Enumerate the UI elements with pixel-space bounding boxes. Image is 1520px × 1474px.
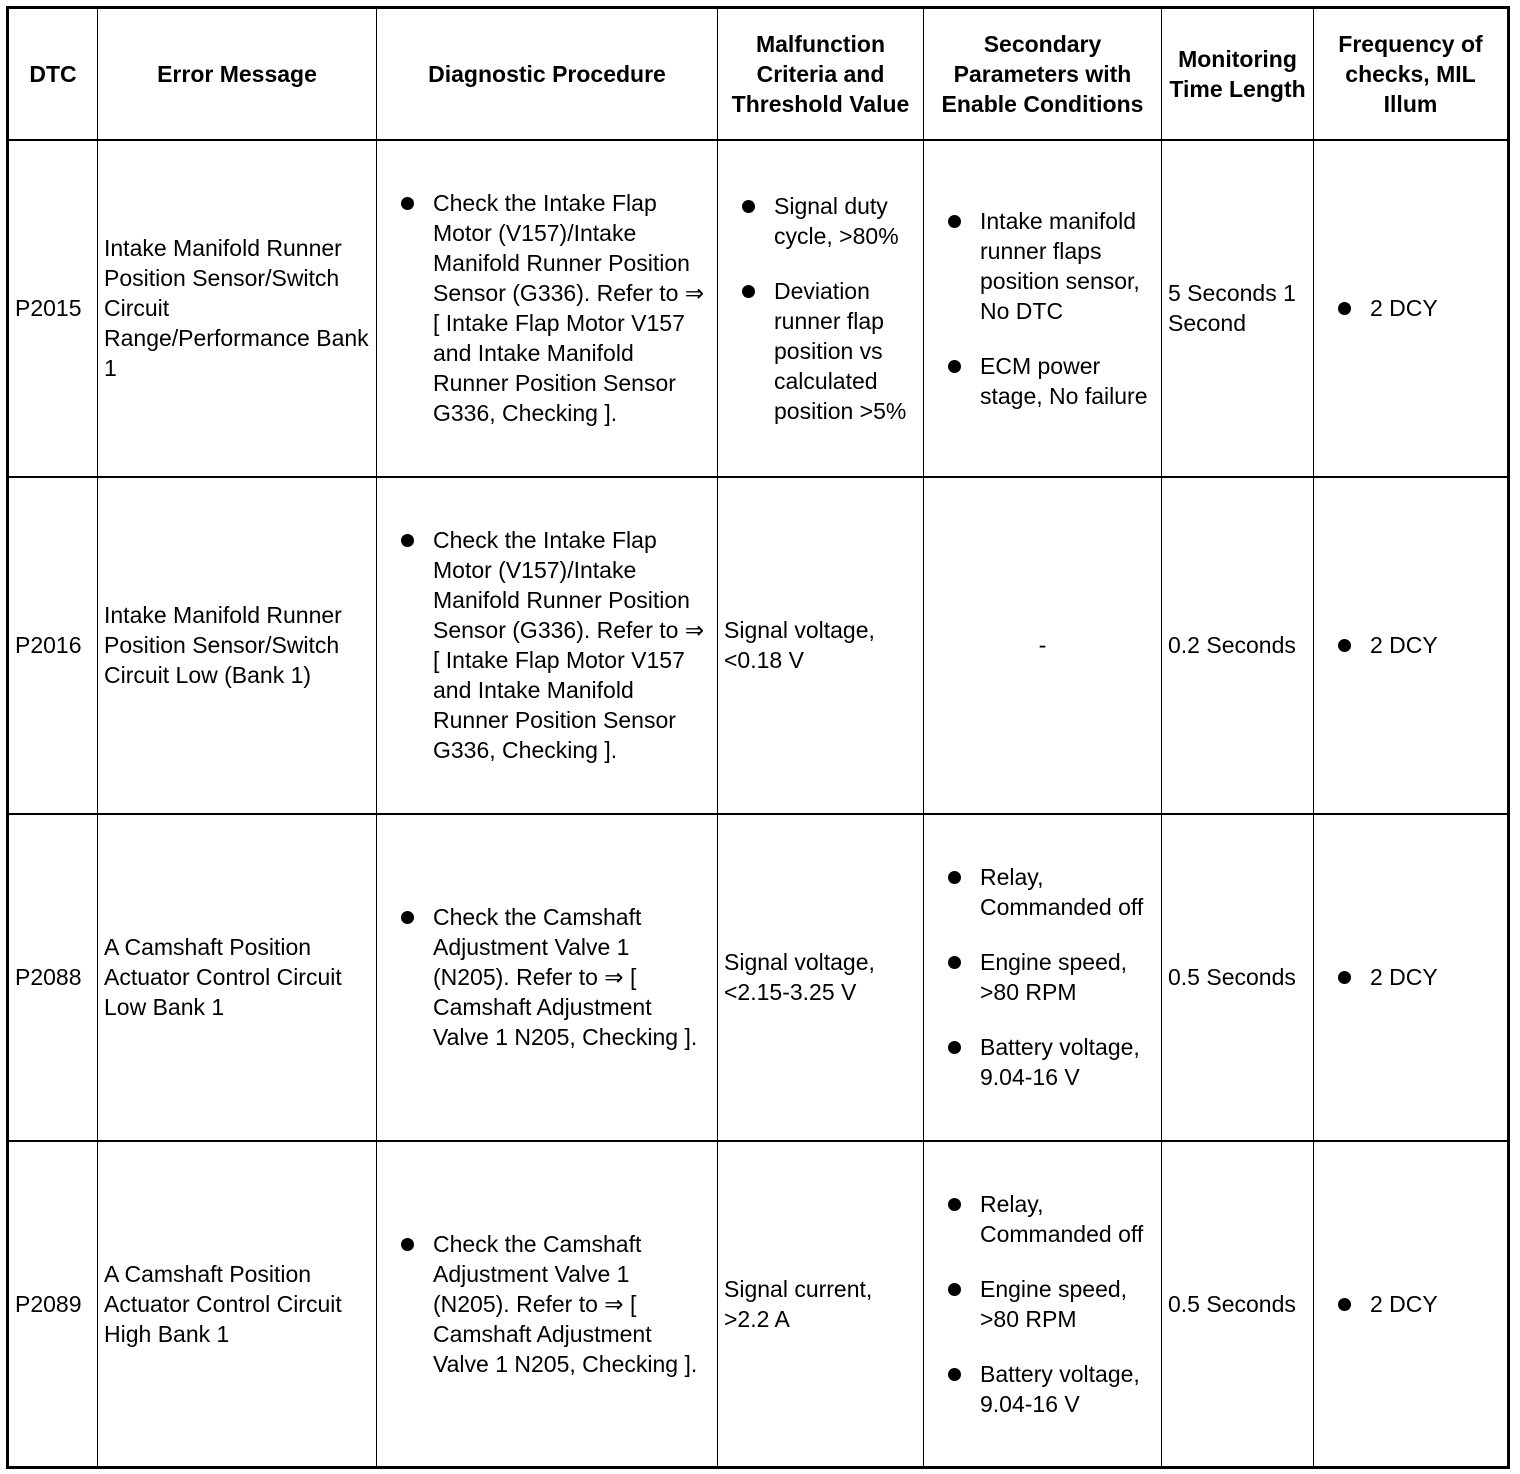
frequency: [1314, 477, 1509, 814]
secondary-item: Engine speed, >80 RPM: [930, 1274, 1155, 1334]
criteria-item: Signal duty cycle, >80%: [724, 191, 917, 251]
diagnostic-procedure: [377, 140, 718, 477]
table-row: [8, 1141, 1509, 1468]
frequency: [1314, 814, 1509, 1141]
error-message: Intake Manifold Runner Position Sensor/Switch Circuit Low (Bank 1): [98, 477, 377, 814]
frequency-item: 2 DCY: [1320, 293, 1501, 323]
procedure-item: Check the Camshaft Adjustment Valve 1 (N205). Refer to ⇒ [ Camshaft Adjustment Valve 1 N205, Checking ].: [383, 1229, 711, 1379]
secondary-item: Engine speed, >80 RPM: [930, 947, 1155, 1007]
secondary-parameters: [924, 1141, 1162, 1468]
secondary-item: Relay, Commanded off: [930, 1189, 1155, 1249]
diagnostic-procedure: [377, 814, 718, 1141]
diagnostic-procedure: [377, 477, 718, 814]
monitoring-time: 0.5 Seconds: [1162, 814, 1314, 1141]
table-header-row: [8, 8, 1509, 140]
frequency-item: 2 DCY: [1320, 962, 1501, 992]
procedure-item: Check the Intake Flap Motor (V157)/Intake Manifold Runner Position Sensor (G336). Refer to ⇒ [ Intake Flap Motor V157 and Intake Manifold Runner Position Sensor G336, Checking ].: [383, 188, 711, 428]
malfunction-criteria: Signal voltage, <2.15-3.25 V: [718, 814, 924, 1141]
secondary-item: Battery voltage, 9.04-16 V: [930, 1032, 1155, 1092]
malfunction-criteria: Signal current, >2.2 A: [718, 1141, 924, 1468]
header-dtc: DTC: [8, 8, 98, 140]
header-frequency: Frequency of checks, MIL Illum: [1314, 8, 1509, 140]
frequency-item: 2 DCY: [1320, 630, 1501, 660]
procedure-item: Check the Intake Flap Motor (V157)/Intake Manifold Runner Position Sensor (G336). Refer to ⇒ [ Intake Flap Motor V157 and Intake Manifold Runner Position Sensor G336, Checking ].: [383, 525, 711, 765]
secondary-item: ECM power stage, No failure: [930, 351, 1155, 411]
error-message: A Camshaft Position Actuator Control Circuit High Bank 1: [98, 1141, 377, 1468]
error-message: Intake Manifold Runner Position Sensor/Switch Circuit Range/Performance Bank 1: [98, 140, 377, 477]
table-row: [8, 814, 1509, 1141]
header-diagnostic-procedure: Diagnostic Procedure: [377, 8, 718, 140]
secondary-item: Intake manifold runner flaps position sensor, No DTC: [930, 206, 1155, 326]
procedure-item: Check the Camshaft Adjustment Valve 1 (N205). Refer to ⇒ [ Camshaft Adjustment Valve 1 N205, Checking ].: [383, 902, 711, 1052]
error-message: A Camshaft Position Actuator Control Circuit Low Bank 1: [98, 814, 377, 1141]
dtc-table: [6, 6, 1510, 1469]
frequency: [1314, 140, 1509, 477]
frequency: [1314, 1141, 1509, 1468]
criteria-item: Deviation runner flap position vs calculated position >5%: [724, 276, 917, 426]
dtc-code: P2016: [8, 477, 98, 814]
monitoring-time: 5 Seconds 1 Second: [1162, 140, 1314, 477]
header-secondary-parameters: Secondary Parameters with Enable Conditions: [924, 8, 1162, 140]
header-error-message: Error Message: [98, 8, 377, 140]
secondary-parameters: [924, 814, 1162, 1141]
table-row: [8, 140, 1509, 477]
malfunction-criteria: Signal voltage, <0.18 V: [718, 477, 924, 814]
secondary-item: Relay, Commanded off: [930, 862, 1155, 922]
frequency-item: 2 DCY: [1320, 1289, 1501, 1319]
dtc-code: P2088: [8, 814, 98, 1141]
secondary-item: Battery voltage, 9.04-16 V: [930, 1359, 1155, 1419]
secondary-parameters: [924, 140, 1162, 477]
dtc-code: P2015: [8, 140, 98, 477]
table-row: [8, 477, 1509, 814]
malfunction-criteria: [718, 140, 924, 477]
header-malfunction-criteria: Malfunction Criteria and Threshold Value: [718, 8, 924, 140]
diagnostic-procedure: [377, 1141, 718, 1468]
header-monitoring-time: Monitoring Time Length: [1162, 8, 1314, 140]
monitoring-time: 0.2 Seconds: [1162, 477, 1314, 814]
dtc-code: P2089: [8, 1141, 98, 1468]
secondary-parameters: -: [924, 477, 1162, 814]
monitoring-time: 0.5 Seconds: [1162, 1141, 1314, 1468]
